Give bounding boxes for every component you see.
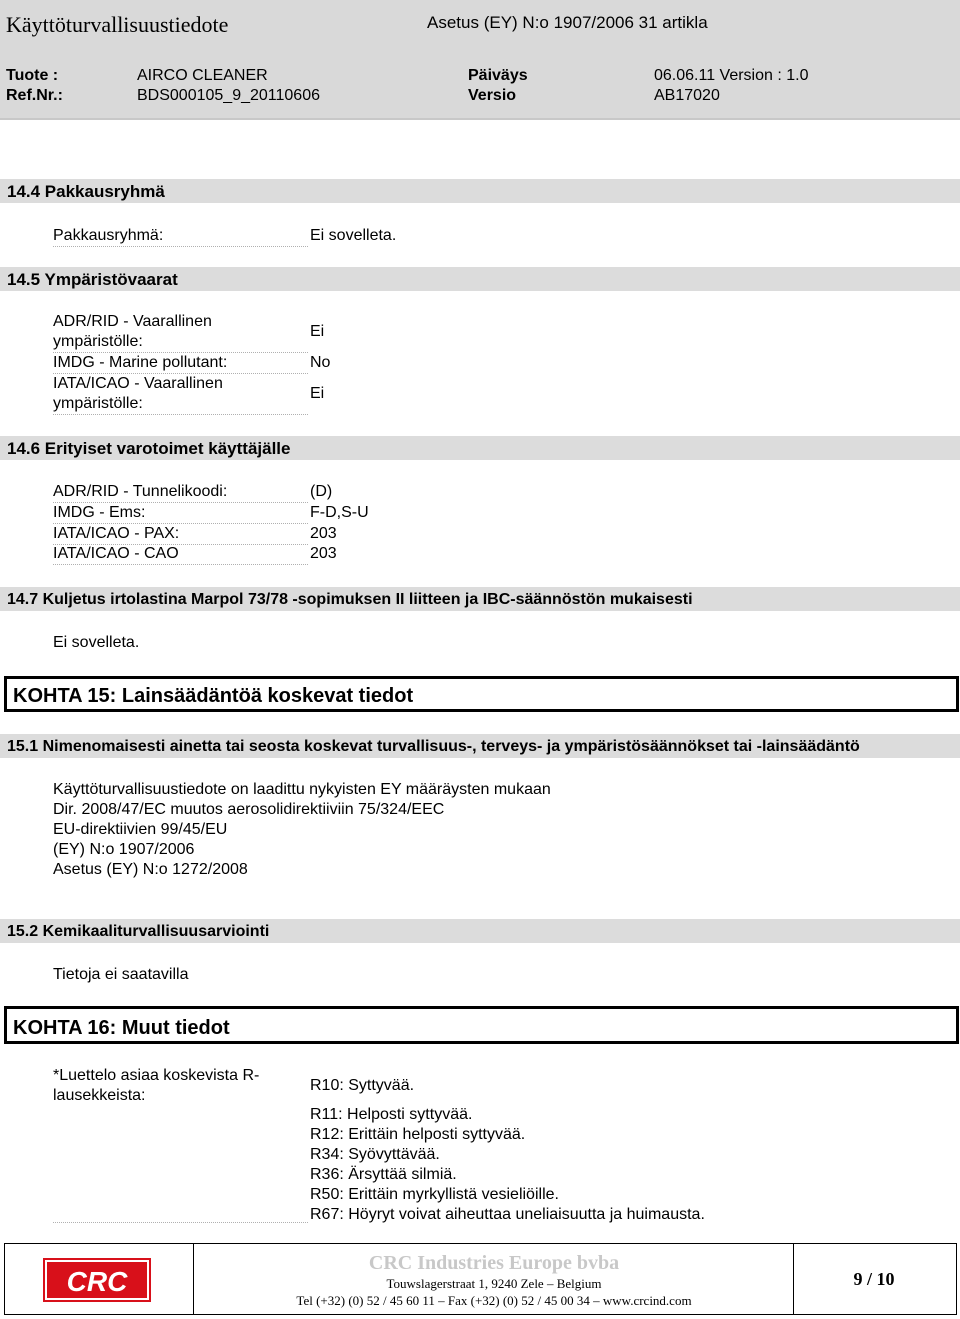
footer-company: CRC Industries Europe bvba — [368, 1252, 620, 1274]
product-label: Tuote : — [6, 67, 59, 84]
ref-value: BDS000105_9_20110606 — [137, 87, 320, 104]
kohta-15-header — [4, 676, 959, 712]
section-14-7-title: 14.7 Kuljetus irtolastina Marpol 73/78 -sopimuksen II liitteen ja IBC-säännöstön mukaisesti — [7, 591, 693, 608]
r-phrase-list-label: *Luettelo asiaa koskevista R- — [53, 1067, 260, 1084]
ref-label: Ref.Nr.: — [6, 87, 63, 104]
r-phrase: R50: Erittäin myrkyllistä vesieliöille. — [310, 1186, 559, 1203]
packing-group-value: Ei sovelleta. — [310, 227, 397, 244]
section-15-2-title: 15.2 Kemikaaliturvallisuusarviointi — [7, 923, 270, 940]
env-hazard-row — [53, 312, 308, 353]
section-15-1-title: 15.1 Nimenomaisesti ainetta tai seosta koskevat turvallisuus-, terveys- ja ympäristösäännökset tai -lainsäädäntö — [7, 738, 860, 755]
crc-logo — [5, 1244, 193, 1314]
env-value: Ei — [310, 323, 325, 340]
r-phrase: R10: Syttyvää. — [310, 1077, 415, 1094]
product-value: AIRCO CLEANER — [137, 67, 268, 84]
regulation-line: Käyttöturvallisuustiedote on laadittu nykyisten EY määräysten mukaan — [53, 781, 551, 798]
section-14-5-header — [0, 267, 960, 291]
env-label-line: ympäristölle: — [53, 394, 308, 415]
r-phrase: R67: Höyryt voivat aiheuttaa uneliaisuutta ja huimausta. — [310, 1206, 705, 1223]
env-value: Ei — [310, 385, 325, 402]
r-phrase: R36: Ärsyttää silmiä. — [310, 1166, 457, 1183]
section-14-6-title: 14.6 Erityiset varotoimet käyttäjälle — [7, 439, 291, 458]
section-15-2-header — [0, 919, 960, 943]
kohta-16-title: KOHTA 16: Muut tiedot — [13, 1017, 230, 1039]
section-14-4-header — [0, 179, 960, 203]
env-label-line: IMDG - Marine pollutant: — [53, 353, 308, 374]
precaution-value: F-D,S-U — [310, 504, 369, 521]
section-15-1-header — [0, 734, 960, 758]
precaution-value: 203 — [310, 525, 337, 542]
env-value: No — [310, 354, 331, 371]
section-14-7-header — [0, 587, 960, 611]
regulation-reference: Asetus (EY) N:o 1907/2006 31 artikla — [427, 13, 708, 32]
svg-text:CRC: CRC — [66, 1266, 128, 1297]
env-label-line: IATA/ICAO - Vaarallinen — [53, 375, 223, 392]
footer-page-cell — [793, 1244, 957, 1314]
precaution-label: IATA/ICAO - CAO — [53, 544, 308, 565]
section-14-6-header — [0, 436, 960, 460]
section-14-4-title: 14.4 Pakkausryhmä — [7, 182, 165, 201]
section-14-5-title: 14.5 Ympäristövaarat — [7, 270, 178, 289]
precaution-label: IATA/ICAO - PAX: — [53, 524, 308, 545]
packing-group-label: Pakkausryhmä: — [53, 226, 308, 247]
footer-logo-cell — [5, 1244, 194, 1314]
r-phrase-list — [310, 1076, 705, 1225]
kohta-16-header — [4, 1006, 959, 1044]
precaution-label: ADR/RID - Tunnelikoodi: — [53, 482, 308, 503]
section-15-2-text: Tietoja ei saatavilla — [53, 966, 189, 983]
date-label: Päiväys — [468, 67, 528, 84]
env-label-line: ympäristölle: — [53, 332, 308, 353]
env-label-line: ADR/RID - Vaarallinen — [53, 313, 212, 330]
kohta-15-title: KOHTA 15: Lainsäädäntöä koskevat tiedot — [13, 685, 414, 707]
precaution-label: IMDG - Ems: — [53, 503, 308, 524]
document-header — [0, 0, 960, 120]
versio-value: AB17020 — [654, 87, 720, 104]
r-phrase: R11: Helposti syttyvää. — [310, 1106, 473, 1123]
precaution-value: (D) — [310, 483, 333, 500]
regulation-line: EU-direktiivien 99/45/EU — [53, 821, 228, 838]
regulation-line: (EY) N:o 1907/2006 — [53, 841, 195, 858]
r-phrase-list-label-box — [53, 1066, 308, 1223]
r-phrase: R12: Erittäin helposti syttyvää. — [310, 1126, 526, 1143]
r-phrase: R34: Syövyttävää. — [310, 1146, 440, 1163]
regulation-line: Asetus (EY) N:o 1272/2008 — [53, 861, 248, 878]
env-hazard-row — [53, 374, 308, 415]
page-footer — [4, 1243, 957, 1315]
footer-address: Touwslagerstraat 1, 9240 Zele – Belgium — [386, 1276, 602, 1291]
versio-label: Versio — [468, 87, 517, 104]
section-14-7-text: Ei sovelleta. — [53, 634, 140, 651]
regulation-line: Dir. 2008/47/EC muutos aerosolidirektiiviin 75/324/EEC — [53, 801, 445, 818]
footer-contact: Tel (+32) (0) 52 / 45 60 11 – Fax (+32) (0) 52 / 45 00 34 – www.crcind.com — [296, 1293, 692, 1308]
regulation-list — [53, 780, 551, 880]
date-value: 06.06.11 Version : 1.0 — [654, 67, 809, 84]
precaution-value: 203 — [310, 545, 337, 562]
document-title: Käyttöturvallisuustiedote — [6, 12, 229, 37]
page-number: 9 / 10 — [853, 1269, 895, 1289]
r-phrase-list-label: lausekkeista: — [53, 1087, 146, 1104]
